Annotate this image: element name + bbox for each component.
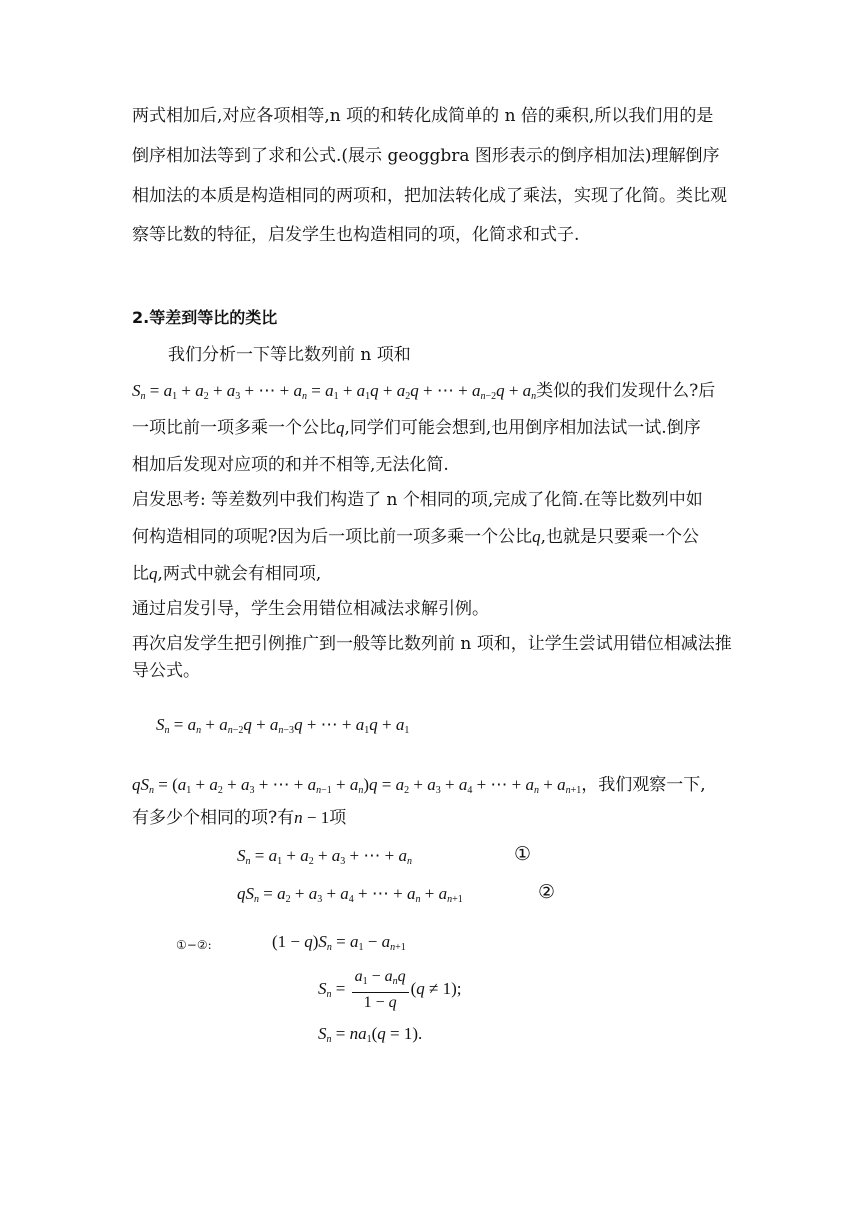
- qsn-formula: $qS_n = (a_1 + a_2 + a_3$ + ⋯ + $a_{n-1} + a_n)q = a_2 + a_3 + a_4$ + ⋯ + $a_n + a_{n+1}$: [132, 775, 582, 796]
- section-heading: 2.等差到等比的类比: [132, 308, 278, 327]
- intro-line-2: 倒序相加法等到了求和公式.(展示 geoggbra 图形表示的倒序相加法)理解倒序: [132, 146, 720, 166]
- sum-fraction-formula: $S_n$ = $\frac{a_1 - a_nq}{1 - q}$ (q ≠ 1);: [318, 968, 462, 1011]
- paragraph-3: 通过启发引导，学生会用错位相减法求解引例。: [132, 599, 489, 619]
- equation-1: $S_n = a_1 + a_2 + a_3$ + ⋯ + $a_n$: [237, 846, 412, 867]
- same-terms-suffix: 项: [329, 808, 347, 828]
- qsn-tail: ，我们观察一下,: [581, 775, 706, 795]
- p2-text-d: ,两式中就会有相同项,: [157, 564, 322, 584]
- p1-text-b: ,同学们可能会想到,也用倒序相加法试一试.倒序: [344, 418, 701, 438]
- equation-1-marker: ①: [514, 843, 532, 865]
- q-symbol: q: [336, 418, 345, 437]
- sum-formula-tail: 类似的我们发现什么?后: [536, 381, 716, 401]
- subtraction-label: ①−②:: [176, 938, 212, 952]
- sum-fraction: $\frac{a_1 - a_nq}{1 - q}$: [352, 967, 409, 1013]
- sum-q-equals-one: $S_n = na_1(q = 1)$.: [318, 1024, 423, 1045]
- paragraph-4-line-2: 导公式。: [132, 661, 200, 681]
- paragraph-2-line-1: 启发思考: 等差数列中我们构造了 n 个相同的项,完成了化简.在等比数列中如: [132, 490, 703, 510]
- paragraph-2-line-2: [132, 527, 699, 547]
- section-subheading: 我们分析一下等比数列前 n 项和: [168, 345, 411, 365]
- intro-line-1: 两式相加后,对应各项相等,n 项的和转化成简单的 n 倍的乘积,所以我们用的是: [132, 106, 714, 126]
- equation-2-marker: ②: [538, 881, 556, 903]
- equation-2: $qS_n = a_2 + a_3 + a_4$ + ⋯ + $a_n + a_{n+1}$: [237, 884, 463, 905]
- q-symbol: q: [532, 527, 541, 546]
- p2-text-c: 比: [132, 564, 149, 584]
- sum-formula-line: [132, 381, 715, 407]
- intro-line-3: 相加法的本质是构造相同的两项和，把加法转化成了乘法，实现了化简。类比观: [132, 186, 727, 206]
- intro-line-4: 察等比数的特征，启发学生也构造相同的项，化简求和式子.: [132, 225, 580, 245]
- paragraph-2-line-3: [132, 564, 321, 584]
- p2-text-a: 何构造相同的项呢?因为后一项比前一项多乘一个公比: [132, 527, 533, 547]
- paragraph-1-line-2: 相加后发现对应项的和并不相等,无法化简.: [132, 455, 449, 475]
- same-terms-text: 有多少个相同的项?有: [132, 808, 295, 828]
- same-terms-line: [132, 808, 346, 828]
- reversed-sum-formula: $S_n = a_n + a_{n-2}q + a_{n-3}q$ + ⋯ + $a_1q + a_1$: [156, 715, 410, 736]
- paragraph-4-line-1: 再次启发学生把引例推广到一般等比数列前 n 项和，让学生尝试用错位相减法推: [132, 634, 732, 654]
- sum-formula: $S_n = a_1 + a_2 + a_3$ + ⋯ + $a_n = a_1 + a_1q + a_2q$ + ⋯ + $a_{n-2}q + a_n$: [132, 381, 537, 402]
- n-minus-1: n − 1: [294, 808, 330, 827]
- p2-text-b: ,也就是只要乘一个公: [540, 527, 700, 547]
- p1-text-a: 一项比前一项多乘一个公比: [132, 418, 336, 438]
- q-symbol: q: [149, 564, 158, 583]
- qsn-formula-line: [132, 775, 706, 801]
- subtraction-result: $(1 - q)S_n = a_1 - a_{n+1}$: [272, 932, 406, 953]
- paragraph-1-line-1: [132, 418, 701, 438]
